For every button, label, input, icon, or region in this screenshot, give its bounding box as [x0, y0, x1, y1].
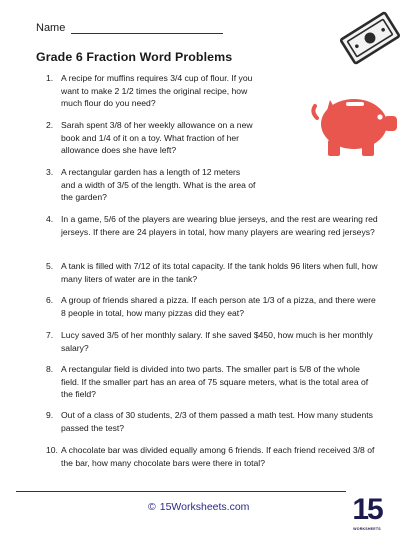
footer-site: 15Worksheets.com	[159, 501, 250, 513]
money-icon	[340, 10, 400, 66]
list-item	[46, 294, 379, 319]
list-item	[46, 260, 396, 285]
list-item	[46, 444, 379, 469]
problem-text: A group of friends shared a pizza. If each person ate 1/3 of a pizza, and there were 8 people in total, how many pizzas did they eat?	[61, 295, 376, 318]
problem-number: 10.	[46, 445, 58, 455]
problem-text: In a game, 5/6 of the players are wearing blue jerseys, and the rest are wearing red jerseys. If there are 24 players in total, how many players are wearing red jerseys?	[61, 214, 378, 237]
problem-text: Out of a class of 30 students, 2/3 of them passed a math test. How many students passed the test?	[61, 410, 373, 433]
name-field[interactable]	[36, 22, 223, 34]
problem-text: A rectangular field is divided into two parts. The smaller part is 5/8 of the whole field. If the smaller part has an area of 75 square meters, what is the total area of the field?	[61, 364, 369, 400]
problem-number: 3.	[46, 167, 54, 177]
list-item	[46, 166, 256, 204]
problem-text: A rectangular garden has a length of 12 meters and a width of 3/5 of the length. What is the area of the garden?	[61, 167, 256, 203]
problem-number: 1.	[46, 73, 54, 83]
footer-divider	[16, 491, 346, 492]
name-blank-line[interactable]	[71, 24, 223, 34]
problem-text: A recipe for muffins requires 3/4 cup of flour. If you want to make 2 1/2 times the original recipe, how much flour do you need?	[61, 73, 253, 109]
list-item	[46, 409, 379, 434]
problem-text: A tank is filled with 7/12 of its total capacity. If the tank holds 96 liters when full, how many liters of water are in the tank?	[61, 261, 378, 284]
copyright-symbol: ©	[148, 501, 156, 513]
problem-number: 6.	[46, 295, 54, 305]
list-item	[46, 72, 261, 110]
problem-number: 4.	[46, 214, 54, 224]
problem-number: 5.	[46, 261, 54, 271]
problem-number: 7.	[46, 330, 54, 340]
problem-text: Sarah spent 3/8 of her weekly allowance on a new book and 1/4 of it on a toy. What fraction of her allowance does she have left?	[61, 120, 253, 156]
list-item	[46, 329, 379, 354]
list-item	[46, 119, 268, 157]
problem-text: A chocolate bar was divided equally among 6 friends. If each friend received 3/8 of the bar, how many chocolate bars were there in total?	[61, 445, 375, 468]
footer-link[interactable]	[148, 501, 249, 513]
page-title: Grade 6 Fraction Word Problems	[36, 50, 233, 64]
name-label: Name	[36, 22, 66, 34]
problem-text: Lucy saved 3/5 of her monthly salary. If she saved $450, how much is her monthly salary?	[61, 330, 373, 353]
problem-number: 2.	[46, 120, 54, 130]
brand-logo	[349, 493, 385, 537]
list-item	[46, 213, 379, 238]
list-item	[46, 363, 379, 401]
problem-number: 8.	[46, 364, 54, 374]
logo-caption: WORKSHEETS	[353, 527, 381, 531]
problem-number: 9.	[46, 410, 54, 420]
piggy-bank-icon	[308, 84, 400, 162]
logo-digits: 15	[352, 493, 382, 526]
